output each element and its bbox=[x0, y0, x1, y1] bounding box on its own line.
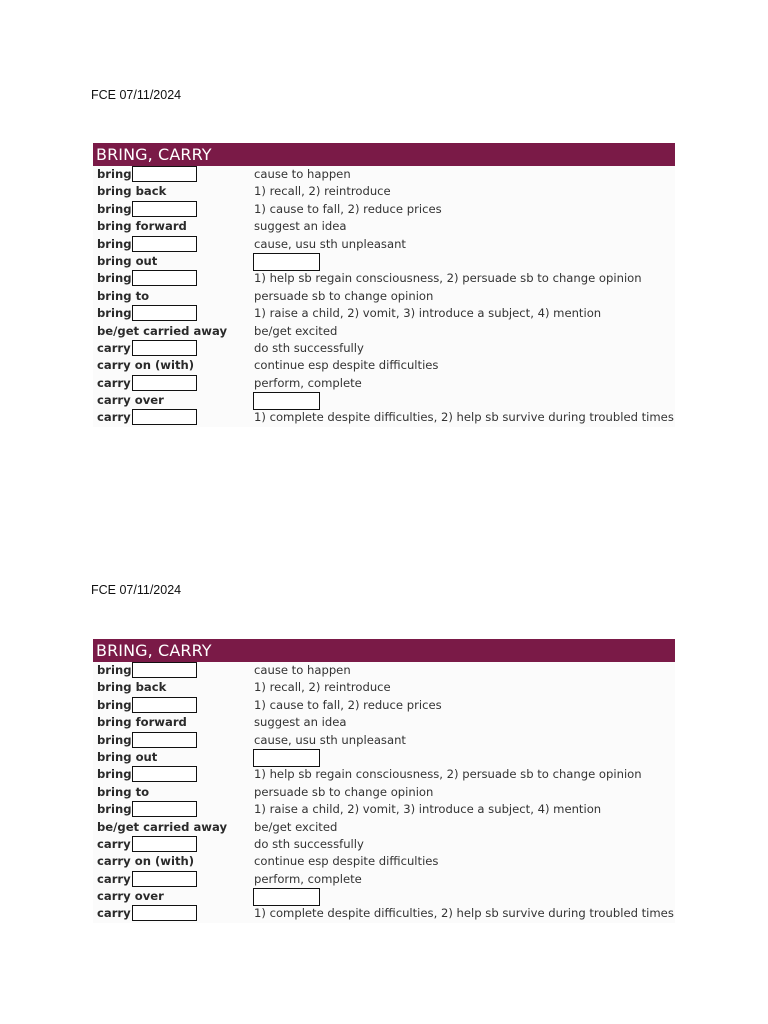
particle-blank-box bbox=[132, 871, 197, 887]
phrasal-verb-label: carry bbox=[97, 906, 131, 921]
phrasal-verb-label: carry bbox=[97, 340, 131, 355]
phrasal-verb-label: carry bbox=[97, 836, 131, 851]
worksheet-row bbox=[93, 871, 675, 888]
worksheet-row bbox=[93, 714, 675, 731]
document-date: FCE 07/11/2024 bbox=[91, 88, 182, 102]
definition-blank-box bbox=[253, 253, 320, 271]
particle-blank-box bbox=[132, 270, 197, 286]
worksheet-row bbox=[93, 836, 675, 853]
phrasal-verb-label: be/get carried away bbox=[97, 819, 227, 834]
definition-text: perform, complete bbox=[254, 871, 362, 886]
definition-text: 1) recall, 2) reintroduce bbox=[254, 184, 391, 199]
definition-text: do sth successfully bbox=[254, 836, 364, 851]
worksheet-rows bbox=[93, 166, 675, 427]
definition-blank-box bbox=[253, 392, 320, 410]
phrasal-verb-label: carry on (with) bbox=[97, 854, 195, 869]
definition-text: cause to happen bbox=[254, 167, 351, 181]
document-date: FCE 07/11/2024 bbox=[91, 583, 182, 597]
definition-text: suggest an idea bbox=[254, 219, 347, 234]
worksheet-row bbox=[93, 784, 675, 801]
definition-text: perform, complete bbox=[254, 375, 362, 390]
phrasal-verb-label: carry bbox=[97, 375, 131, 390]
definition-text: cause to happen bbox=[254, 663, 351, 677]
definition-text: cause, usu sth unpleasant bbox=[254, 236, 406, 251]
phrasal-verb-label: bring bbox=[97, 732, 132, 747]
worksheet-row bbox=[93, 766, 675, 783]
phrasal-verb-label: bring forward bbox=[97, 715, 187, 730]
particle-blank-box bbox=[132, 201, 197, 217]
definition-text: continue esp despite difficulties bbox=[254, 358, 439, 373]
worksheet-row bbox=[93, 288, 675, 305]
phrasal-verb-label: bring back bbox=[97, 680, 167, 695]
particle-blank-box bbox=[132, 305, 197, 321]
worksheet-row bbox=[93, 662, 675, 679]
particle-blank-box bbox=[132, 409, 197, 425]
worksheet-title: BRING, CARRY bbox=[93, 143, 675, 166]
particle-blank-box bbox=[132, 662, 197, 678]
definition-text: persuade sb to change opinion bbox=[254, 784, 434, 799]
worksheet-row bbox=[93, 357, 675, 374]
definition-text: suggest an idea bbox=[254, 715, 347, 730]
definition-text: cause, usu sth unpleasant bbox=[254, 732, 406, 747]
phrasal-verb-label: be/get carried away bbox=[97, 323, 227, 338]
worksheet-row bbox=[93, 732, 675, 749]
phrasal-verb-label: bring to bbox=[97, 288, 150, 303]
particle-blank-box bbox=[132, 236, 197, 252]
phrasal-verb-label: bring bbox=[97, 306, 132, 321]
worksheet-row bbox=[93, 270, 675, 287]
phrasal-verb-label: carry over bbox=[97, 889, 164, 904]
definition-text: 1) raise a child, 2) vomit, 3) introduce a subject, 4) mention bbox=[254, 802, 602, 817]
definition-blank-box bbox=[253, 888, 320, 906]
definition-text: continue esp despite difficulties bbox=[254, 854, 439, 869]
phrasal-verb-label: carry over bbox=[97, 393, 164, 408]
page-section-2 bbox=[0, 496, 768, 921]
definition-text: be/get excited bbox=[254, 323, 338, 338]
particle-blank-box bbox=[132, 801, 197, 817]
definition-text: 1) raise a child, 2) vomit, 3) introduce a subject, 4) mention bbox=[254, 306, 602, 321]
worksheet-row bbox=[93, 819, 675, 836]
definition-text: 1) recall, 2) reintroduce bbox=[254, 680, 391, 695]
particle-blank-box bbox=[132, 905, 197, 921]
worksheet-row bbox=[93, 166, 675, 183]
phrasal-verb-label: bring out bbox=[97, 749, 158, 764]
worksheet-row bbox=[93, 679, 675, 696]
worksheet-row bbox=[93, 888, 675, 905]
phrasal-verb-label: bring bbox=[97, 271, 132, 286]
definition-text: be/get excited bbox=[254, 819, 338, 834]
definition-blank-box bbox=[253, 749, 320, 767]
worksheet-row bbox=[93, 697, 675, 714]
phrasal-verb-label: bring bbox=[97, 697, 132, 712]
worksheet-rows bbox=[93, 662, 675, 923]
phrasal-verb-label: bring bbox=[97, 767, 132, 782]
definition-text: do sth successfully bbox=[254, 340, 364, 355]
worksheet-row bbox=[93, 375, 675, 392]
particle-blank-box bbox=[132, 766, 197, 782]
definition-text: 1) cause to fall, 2) reduce prices bbox=[254, 201, 442, 216]
definition-text: 1) help sb regain consciousness, 2) persuade sb to change opinion bbox=[254, 767, 642, 782]
particle-blank-box bbox=[132, 166, 197, 182]
phrasal-verb-label: carry on (with) bbox=[97, 358, 195, 373]
particle-blank-box bbox=[132, 697, 197, 713]
page-section-1 bbox=[0, 0, 768, 425]
phrasal-verb-label: bring back bbox=[97, 184, 167, 199]
phrasal-verb-label: bring to bbox=[97, 784, 150, 799]
worksheet-row bbox=[93, 218, 675, 235]
phrasal-verb-label: bring bbox=[97, 802, 132, 817]
definition-text: 1) complete despite difficulties, 2) help sb survive during troubled times bbox=[254, 410, 674, 425]
phrasal-verb-label: carry bbox=[97, 410, 131, 425]
worksheet-row bbox=[93, 201, 675, 218]
particle-blank-box bbox=[132, 732, 197, 748]
definition-text: 1) cause to fall, 2) reduce prices bbox=[254, 697, 442, 712]
phrasal-verb-label: bring bbox=[97, 167, 132, 181]
phrasal-verb-label: bring out bbox=[97, 253, 158, 268]
phrasal-verb-label: bring forward bbox=[97, 219, 187, 234]
worksheet-row bbox=[93, 409, 675, 426]
worksheet-row bbox=[93, 253, 675, 270]
worksheet-title: BRING, CARRY bbox=[93, 639, 675, 662]
worksheet-row bbox=[93, 183, 675, 200]
particle-blank-box bbox=[132, 340, 197, 356]
worksheet-row bbox=[93, 305, 675, 322]
definition-text: persuade sb to change opinion bbox=[254, 288, 434, 303]
phrasal-verb-label: carry bbox=[97, 871, 131, 886]
phrasal-verb-label: bring bbox=[97, 663, 132, 677]
particle-blank-box bbox=[132, 836, 197, 852]
worksheet-row bbox=[93, 853, 675, 870]
worksheet-row bbox=[93, 323, 675, 340]
worksheet-bring-carry bbox=[93, 639, 675, 923]
worksheet-bring-carry bbox=[93, 143, 675, 427]
worksheet-row bbox=[93, 392, 675, 409]
worksheet-row bbox=[93, 749, 675, 766]
phrasal-verb-label: bring bbox=[97, 236, 132, 251]
worksheet-row bbox=[93, 340, 675, 357]
worksheet-row bbox=[93, 905, 675, 922]
definition-text: 1) complete despite difficulties, 2) help sb survive during troubled times bbox=[254, 906, 674, 921]
particle-blank-box bbox=[132, 375, 197, 391]
definition-text: 1) help sb regain consciousness, 2) persuade sb to change opinion bbox=[254, 271, 642, 286]
phrasal-verb-label: bring bbox=[97, 201, 132, 216]
worksheet-row bbox=[93, 801, 675, 818]
worksheet-row bbox=[93, 236, 675, 253]
